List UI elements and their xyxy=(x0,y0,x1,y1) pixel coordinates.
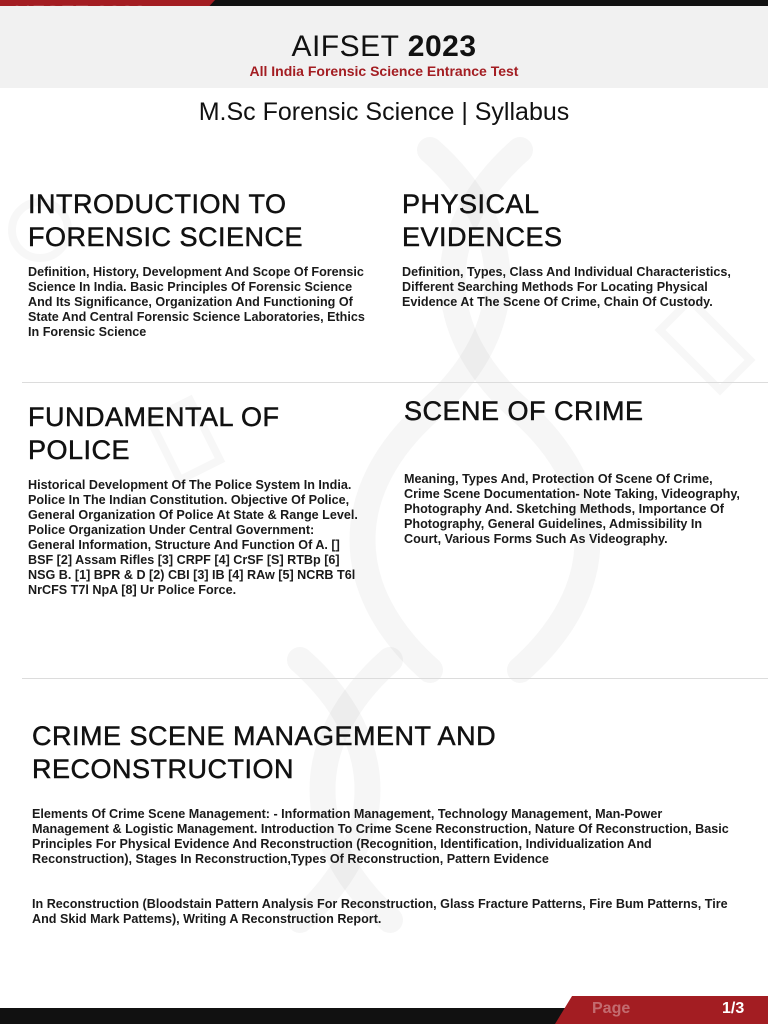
management-body-p2: In Reconstruction (Bloodstain Pattern Analysis For Reconstruction, Glass Fracture Patterns, Fire Bum Patterns, Tire And Skid Mark Pattems), Writing A Reconstruction Report. xyxy=(32,897,728,926)
intro-heading-line1: INTRODUCTION TO xyxy=(28,189,287,219)
header-title-light: AIFSET xyxy=(291,30,399,63)
police-heading-line1: FUNDAMENTAL OF xyxy=(28,402,280,432)
physical-heading xyxy=(402,188,563,254)
divider-1 xyxy=(22,382,768,383)
header-subtitle: All India Forensic Science Entrance Test xyxy=(249,63,519,79)
page-title: M.Sc Forensic Science | Syllabus xyxy=(198,98,570,126)
police-body: Historical Development Of The Police System In India. Police In The Indian Constitution. Objective Of Police, General Organization Of Police At State & Range Level. Police Organization Under Central Government: General Information, Structure And Function Of A. [] BSF [2] Assam Rifles [3] CRPF [4] CrSF [S] RTBp [6] NSG B. [1] BPR & D [2) CBI [3] IB [4] RAw [5] NCRB T6l NrCFS T7l NpA [8] Ur Police Force. xyxy=(28,478,358,597)
intro-heading-line2: FORENSIC SCIENCE xyxy=(28,222,304,252)
header-title-bold: 2023 xyxy=(407,30,477,63)
physical-body: Definition, Types, Class And Individual Characteristics, Different Searching Methods For Locating Physical Evidence At The Scene Of Crime, Chain Of Custody. xyxy=(402,265,731,309)
divider-2 xyxy=(22,678,768,679)
intro-heading xyxy=(28,188,303,254)
management-heading-line1: CRIME SCENE MANAGEMENT AND xyxy=(32,721,497,751)
footer-page-label: Page xyxy=(592,1000,631,1017)
header-title xyxy=(0,30,768,64)
footer-page-number: 1/3 xyxy=(722,1000,745,1017)
police-heading xyxy=(28,401,280,467)
management-heading-line2: RECONSTRUCTION xyxy=(32,754,294,784)
management-heading xyxy=(32,720,496,786)
scene-heading-line1: SCENE OF CRIME xyxy=(404,396,644,426)
scene-heading xyxy=(404,395,644,428)
physical-heading-line1: PHYSICAL xyxy=(402,189,540,219)
header xyxy=(0,6,768,88)
intro-body: Definition, History, Development And Scope Of Forensic Science In India. Basic Principles Of Forensic Science And Its Significance, Organization And Functioning Of State And Central Forensic Science Laboratories, Ethics In Forensic Science xyxy=(28,265,365,339)
scene-body: Meaning, Types And, Protection Of Scene Of Crime, Crime Scene Documentation- Note Taking, Videography, Photography And. Sketching Methods, Importance Of Photography, General Guidelines, Admissibility In Court, Various Forms Such As Videography. xyxy=(404,472,740,546)
police-heading-line2: POLICE xyxy=(28,435,131,465)
physical-heading-line2: EVIDENCES xyxy=(402,222,563,252)
management-body-p1: Elements Of Crime Scene Management: - Information Management, Technology Management, Man-Power Management & Logistic Management. Introduction To Crime Scene Reconstruction, Nature Of Reconstruction, Basic Principles For Physical Evidence And Reconstruction (Recognition, Identification, Individualization And Reconstruction), Stages In Reconstruction,Types Of Reconstruction, Pattern Evidence xyxy=(32,807,729,866)
